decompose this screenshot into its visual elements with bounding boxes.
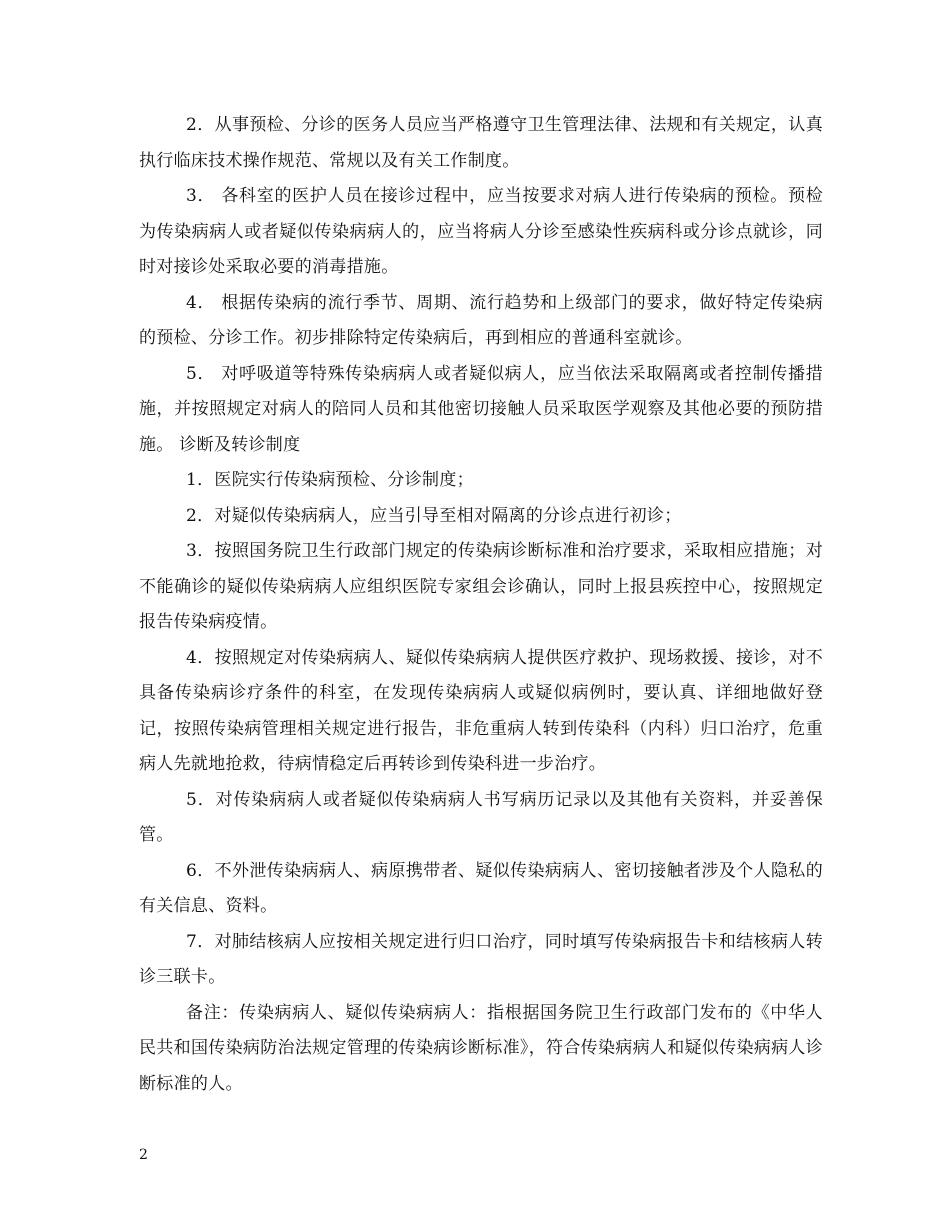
- paragraph-diagnosis-item-5: 5．对传染病病人或者疑似传染病病人书写病历记录以及其他有关资料，并妥善保管。: [139, 789, 823, 845]
- paragraph-department-pre-screening: 3． 各科室的医护人员在接诊过程中，应当按要求对病人进行传染病的预检。预检为传染病病人或者疑似传染病病人的，应当将病人分诊至感染性疾病科或分诊点就诊，同时对接诊处采取必要的消毒措施。: [139, 186, 823, 277]
- paragraph-seasonal-pre-screening: 4． 根据传染病的流行季节、周期、流行趋势和上级部门的要求，做好特定传染病的预检、分诊工作。初步排除特定传染病后，再到相应的普通科室就诊。: [139, 292, 823, 348]
- paragraph-diagnosis-item-1: 1．医院实行传染病预检、分诊制度；: [186, 470, 474, 490]
- paragraph-remarks: 备注：传染病病人、疑似传染病病人：指根据国务院卫生行政部门发布的《中华人民共和国传染病防治法规定管理的传染病诊断标准》，符合传染病病人和疑似传染病病人诊断标准的人。: [139, 1002, 823, 1094]
- paragraph-triage-staff-rules: 2．从事预检、分诊的医务人员应当严格遵守卫生管理法律、法规和有关规定，认真执行临床技术操作规范、常规以及有关工作制度。: [139, 115, 823, 171]
- page-number: 2: [139, 1147, 148, 1163]
- document-body: [139, 108, 823, 1102]
- paragraph-diagnosis-item-3: 3．按照国务院卫生行政部门规定的传染病诊断标准和治疗要求，采取相应措施；对不能确诊的疑似传染病病人应组织医院专家组会诊确认，同时上报县疾控中心，按照规定报告传染病疫情。: [139, 541, 823, 632]
- paragraph-diagnosis-item-6: 6．不外泄传染病病人、病原携带者、疑似传染病病人、密切接触者涉及个人隐私的有关信息、资料。: [139, 860, 823, 916]
- paragraph-diagnosis-item-7: 7．对肺结核病人应按相关规定进行归口治疗，同时填写传染病报告卡和结核病人转诊三联卡。: [139, 931, 823, 987]
- paragraph-diagnosis-item-4: 4．按照规定对传染病病人、疑似传染病病人提供医疗救护、现场救援、接诊，对不具备传染病诊疗条件的科室，在发现传染病病人或疑似病例时，要认真、详细地做好登记，按照传染病管理相关规定进行报告，非危重病人转到传染科（内科）归口治疗，危重病人先就地抢救，待病情稳定后再转诊到传染科进一步治疗。: [139, 647, 823, 774]
- paragraph-respiratory-isolation: 5． 对呼吸道等特殊传染病病人或者疑似病人，应当依法采取隔离或者控制传播措施，并按照规定对病人的陪同人员和其他密切接触人员采取医学观察及其他必要的预防措施。 诊断及转诊制度: [139, 363, 823, 455]
- paragraph-diagnosis-item-2: 2．对疑似传染病病人，应当引导至相对隔离的分诊点进行初诊；: [186, 505, 682, 526]
